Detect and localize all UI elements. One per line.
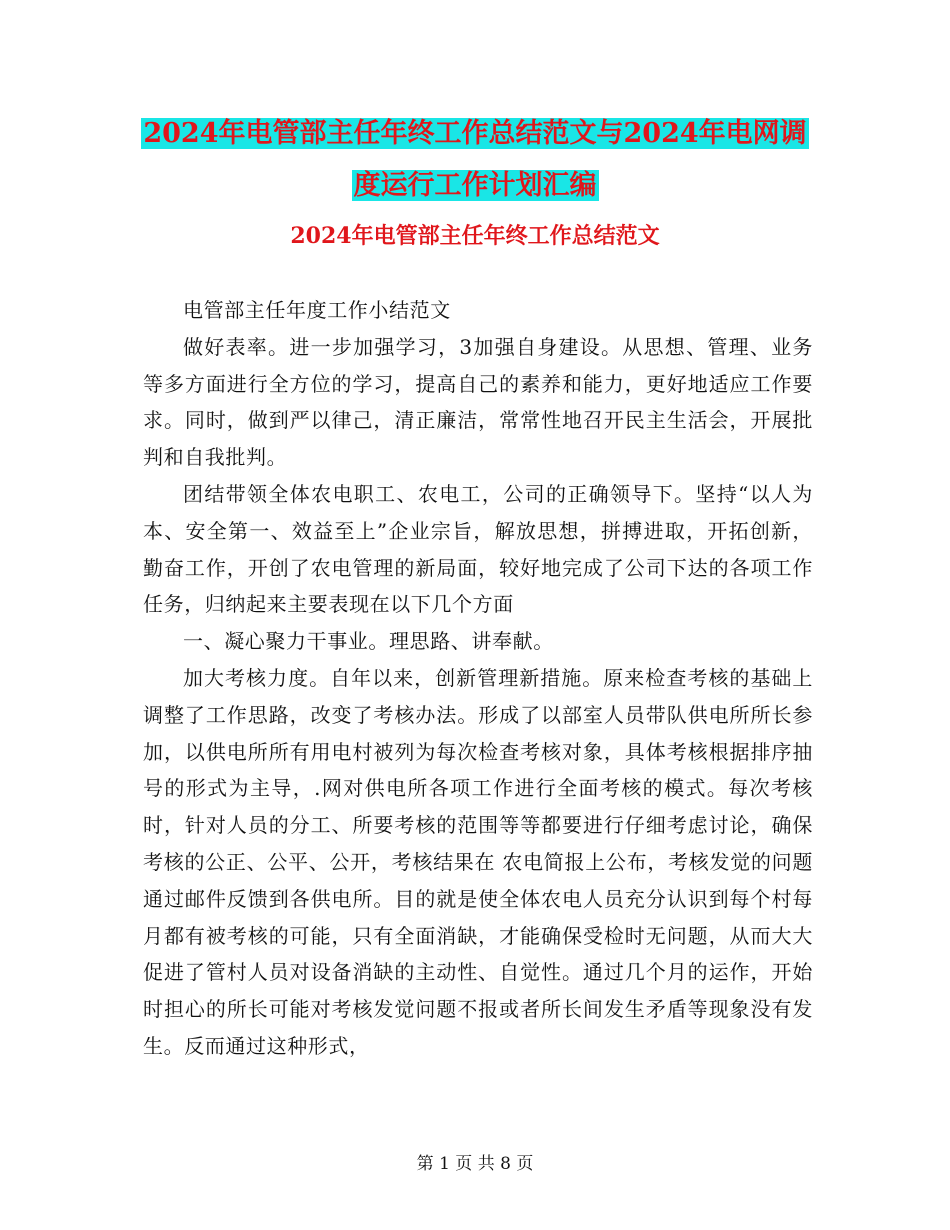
document-title <box>0 108 950 212</box>
document-title-line-1: 2024年电管部主任年终工作总结范文与2024年电网调 <box>143 118 807 149</box>
paragraph-subtitle: 电管部主任年度工作小结范文 <box>183 298 451 322</box>
paragraph: 做好表率。进一步加强学习，3加强自身建设。从思想、管理、业务等多方面进行全方位的学习，提高自己的素养和能力，更好地适应工作要求。同时，做到严以律己，清正廉洁，常常性地召开民主生活会，开展批判和自我批判。 <box>143 334 813 470</box>
paragraph-heading: 一、凝心聚力干事业。理思路、讲奉献。 <box>183 629 554 654</box>
document-title-line-2: 度运行工作计划汇编 <box>353 170 597 201</box>
paragraph: 加大考核力度。自年以来，创新管理新措施。原来检查考核的基础上调整了工作思路，改变了考核办法。形成了以部室人员带队供电所所长参加，以供电所所有用电村被列为每次检查考核对象，具体考核根据排序抽号的形式为主导，.网对供电所各项工作进行全面考核的模式。每次考核时，针对人员的分工、所要考核的范围等等都要进行仔细考虑讨论，确保考核的公正、公平、公开，考核结果在 农电简报上公布，考核发觉的问题通过邮件反馈到各供电所。目的就是使全体农电人员充分认识到每个村每月都有被考核的可能，只有全面消缺，才能确保受检时无问题，从而大大促进了管村人员对设备消缺的主动性、自觉性。通过几个月的运作，开始时担心的所长可能对考核发觉问题不报或者所长间发生矛盾等现象没有发生。反而通过这种形式， <box>143 665 813 1058</box>
section-title: 2024年电管部主任年终工作总结范文 <box>290 223 660 249</box>
document-body <box>143 292 813 1065</box>
page-footer: 第 1 页 共 8 页 <box>416 1154 534 1174</box>
paragraph: 团结带领全体农电职工、农电工，公司的正确领导下。坚持“以人为本、安全第一、效益至上”企业宗旨，解放思想，拼搏进取，开拓创新，勤奋工作，开创了农电管理的新局面，较好地完成了公司下达的各项工作任务，归纳起来主要表现在以下几个方面 <box>143 481 813 617</box>
